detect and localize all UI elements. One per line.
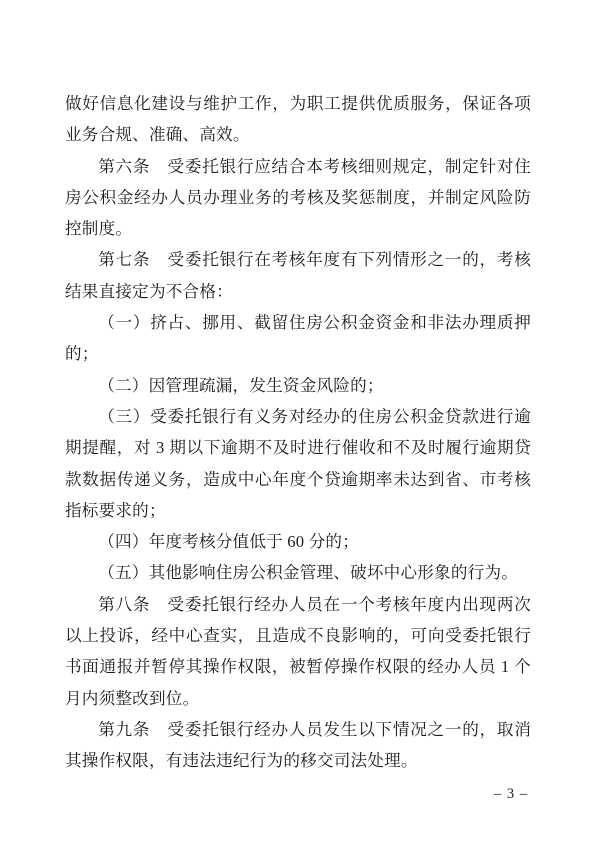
document-body xyxy=(65,88,531,777)
paragraph: （三）受委托银行有义务对经办的住房公积金贷款进行逾期提醒，对 3 期以下逾期不及时进行催收和不及时履行逾期贷款数据传递义务，造成中心年度个贷逾期率未达到省、市考核指标要求的； xyxy=(65,406,531,520)
page-number: – 3 – xyxy=(494,786,528,802)
paragraph: （二）因管理疏漏，发生资金风险的； xyxy=(98,375,384,395)
paragraph: 做好信息化建设与维护工作，为职工提供优质服务，保证各项业务合规、准确、高效。 xyxy=(65,94,531,145)
paragraph: （一）挤占、挪用、截留住房公积金资金和非法办理质押的； xyxy=(65,313,531,364)
paragraph: 第七条 受委托银行在考核年度有下列情形之一的，考核结果直接定为不合格： xyxy=(65,250,531,301)
paragraph: 第八条 受委托银行经办人员在一个考核年度内出现两次以上投诉，经中心查实，且造成不良影响的，可向受委托银行书面通报并暂停其操作权限，被暂停操作权限的经办人员 1 个月内须整改到位。 xyxy=(65,594,531,708)
paragraph: （五）其他影响住房公积金管理、破坏中心形象的行为。 xyxy=(98,563,519,583)
paragraph: 第六条 受委托银行应结合本考核细则规定，制定针对住房公积金经办人员办理业务的考核及奖惩制度，并制定风险防控制度。 xyxy=(65,156,531,239)
paragraph: （四）年度考核分值低于 60 分的； xyxy=(98,532,359,552)
paragraph: 第九条 受委托银行经办人员发生以下情况之一的，取消其操作权限，有违法违纪行为的移交司法处理。 xyxy=(65,719,531,771)
